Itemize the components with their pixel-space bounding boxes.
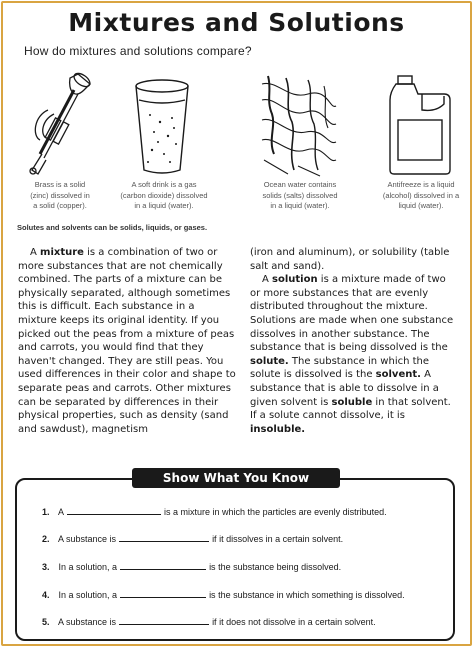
answer-blank-3[interactable] [120,561,206,570]
glass-icon [130,70,194,178]
answer-blank-2[interactable] [119,533,209,542]
jug-icon [384,70,456,178]
caption-ocean-water: Ocean water contains solids (salts) dissolved in a liquid (water). [262,180,338,210]
guiding-question: How do mixtures and solutions compare? [24,44,252,58]
mixture-paragraph-cont: (iron and aluminum), or solubility (table salt and sand). [250,247,450,272]
caption-brass: Brass is a solid (zinc) dissolved in a solid (copper). [30,180,90,210]
answer-blank-5[interactable] [119,616,209,625]
solutes-footnote: Solutes and solvents can be solids, liquids, or gases. [17,223,208,232]
mixture-paragraph: A mixture is a combination of two or more substances that are not chemically combined. The parts of a mixture can be physically separated, although sometimes this is difficult. Each substance in a mixture keeps its original identity. If you picked out the peas from a mixture of peas and carrots, you would find that they haven't changed. They are still peas. You used differences in their color and shape to separate peas and carrots. Other mixtures can be separated by differences in their physical properties, such as density (sand and sawdust), magnetism [18,247,236,435]
answer-blank-4[interactable] [120,589,206,598]
caption-soft-drink: A soft drink is a gas (carbon dioxide) dissolved in a liquid (water). [120,180,208,210]
caption-antifreeze: Antifreeze is a liquid (alcohol) dissolved in a liquid (water). [382,180,460,210]
quiz-heading: Show What You Know [132,468,340,488]
ocean-icon [258,70,340,178]
body-column-right [250,246,458,436]
quiz-item-5: 5. A substance is if it does not dissolve in a certain solvent. [42,617,376,627]
answer-blank-1[interactable] [67,506,161,515]
trumpet-icon [18,70,98,178]
quiz-item-3: 3. In a solution, a is the substance being dissolved. [42,562,342,572]
page-title: Mixtures and Solutions [68,8,405,37]
body-column-left [18,246,236,436]
quiz-item-1: 1. A is a mixture in which the particles are evenly distributed. [42,507,387,517]
solution-paragraph: A solution is a mixture made of two or more substances that are evenly distributed throughout the mixture. Solutions are made when one substance dissolves in another substance. The substance that is being dissolved is the solute. The substance in which the solute is dissolved is the solvent. A substance that is able to dissolve in a given solvent is soluble in that solvent. If a solute cannot dissolve, it is insoluble. [250,274,454,435]
quiz-item-4: 4. In a solution, a is the substance in which something is dissolved. [42,590,405,600]
quiz-item-2: 2. A substance is if it dissolves in a certain solvent. [42,534,344,544]
